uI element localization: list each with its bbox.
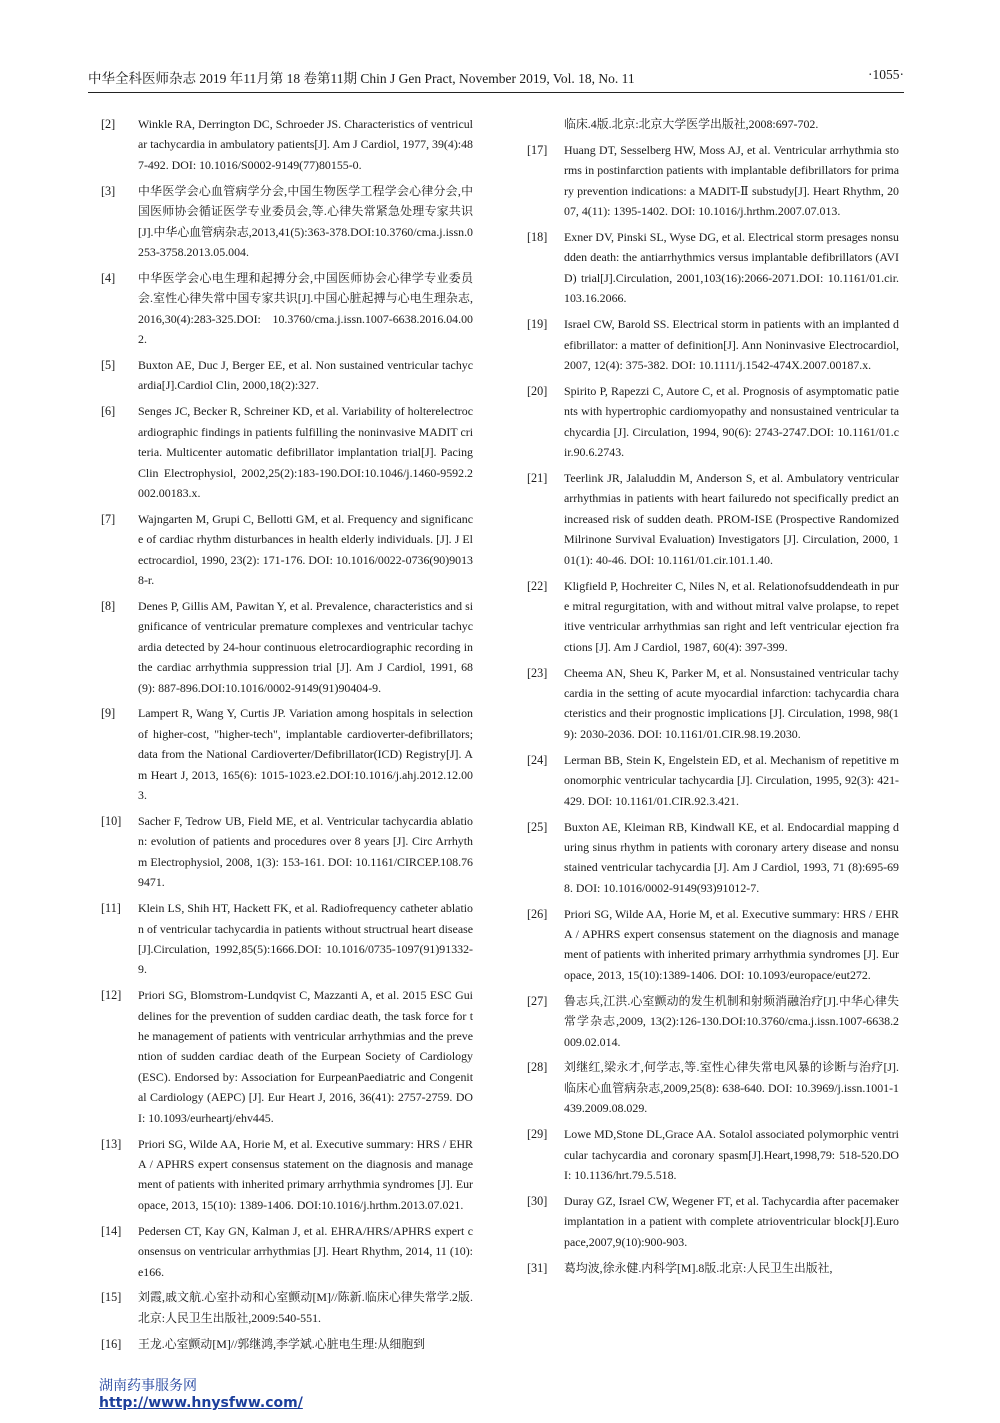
reference-text: Lowe MD,Stone DL,Grace AA. Sotalol associated polymorphic ventricular tachycardia and coronary spasm[J].Heart,1998,79: 518-520.DOI: 10.1136/hrt.79.5.518. [564, 1127, 899, 1182]
reference-continuation [527, 114, 899, 134]
reference-number: [7] [101, 511, 116, 526]
reference-text: Kligfield P, Hochreiter C, Niles N, et al. Relationofsuddendeath in pure mitral regurgitation, with and without mitral valve prolapse, to repetitive ventricular arrhythmias san right and left ventricular ejection fractions [J]. Am J Cardiol, 1987, 60(4): 397-399. [564, 578, 899, 654]
reference-column-left [101, 114, 473, 1360]
reference-item [101, 985, 473, 1128]
reference-text: Priori SG, Blomstrom-Lundqvist C, Mazzanti A, et al. 2015 ESC Guidelines for the prevention of sudden cardiac death, the task force for the management of patients with ventricular arrhythmias and the prevention of sudden cardiac death of the Eurpean Society of Cardiology (ESC). Endorsed by: Association for EurpeanPaediatric and Congenital Cardiology (AEPC) [J]. Eur Heart J, 2016, 36(41): 2757-2759. DOI: 10.1093/eurheartj/ehv445. [138, 988, 473, 1125]
reference-item [527, 904, 899, 986]
reference-number: [13] [101, 1136, 122, 1151]
reference-text: Huang DT, Sesselberg HW, Moss AJ, et al. Ventricular arrhythmia storms in postinfarction patients with implantable defibrillators for primary prevention indications: a MADIT-Ⅱ substudy[J]. Heart Rhythm, 2007, 4(11): 1395-1402. DOI: 10.1016/j.hrthm.2007.07.013. [564, 142, 899, 219]
reference-text: 中华医学会心血管病学分会,中国生物医学工程学会心律分会,中国医师协会循证医学专业委员会,等.心律失常紧急处理专家共识[J].中华心血管病杂志,2013,41(5):363-378.DOI:10.3760/cma.j.issn.0253-3758.2013.05.004. [138, 183, 473, 259]
journal-citation: 中华全科医师杂志 2019 年11月第 18 卷第11期 Chin J Gen Pract, November 2019, Vol. 18, No. 11 [88, 71, 635, 86]
watermark-site-name: 湖南药事服务网 [99, 1378, 197, 1394]
reference-text: Priori SG, Wilde AA, Horie M, et al. Executive summary: HRS / EHRA / APHRS expert consensus statement on the diagnosis and management of patients with inherited primary arrhythmia syndromes [J]. Europace, 2013, 15(10): 1389-1406. DOI:10.1016/j.hrthm.2013.07.021. [138, 1136, 473, 1212]
reference-item [101, 114, 473, 175]
reference-text: Cheema AN, Sheu K, Parker M, et al. Nonsustained ventricular tachycardia in the setting of acute myocardial infarction: tachycardia characteristics and their prognostic implications [J]. Circulation, 1998, 98(19): 2030-2036. DOI: 10.1161/01.CIR.98.19.2030. [564, 665, 899, 741]
reference-text: Sacher F, Tedrow UB, Field ME, et al. Ventricular tachycardia ablation: evolution of patients and procedures over 8 years [J]. Circ Arrhythm Electrophysiol, 2008, 1(3): 153-161. DOI: 10.1161/CIRCEP.108.769471. [138, 814, 473, 890]
reference-number: [2] [101, 117, 116, 131]
reference-number: [8] [101, 598, 116, 613]
reference-item [101, 268, 473, 350]
reference-text: Priori SG, Wilde AA, Horie M, et al. Executive summary: HRS / EHRA / APHRS expert consensus statement on the diagnosis and management of patients with inherited primary arrhythmia syndromes [J]. Europace, 2013, 15(10):1389-1406. DOI: 10.1093/europace/eut272. [564, 906, 899, 982]
reference-text: 刘继红,梁永才,何学志,等.室性心律失常电风暴的诊断与治疗[J].临床心血管病杂志,2009,25(8): 638-640. DOI: 10.3969/j.issn.1001-1439.2009.08.029. [564, 1060, 899, 1116]
reference-number: [20] [527, 383, 548, 398]
reference-item [527, 468, 899, 570]
reference-text: Wajngarten M, Grupi C, Bellotti GM, et al. Frequency and significance of cardiac rhythm disturbances in health elderly individuals. [J]. J Electrocardiol, 1990, 23(2): 171-176. DOI: 10.1016/0022-0736(90)90138-r. [138, 511, 473, 588]
reference-item [527, 1258, 899, 1278]
reference-text: Teerlink JR, Jalaluddin M, Anderson S, et al. Ambulatory ventricular arrhythmias in patients with heart failuredo not specifically predict an increased risk of sudden death. PROM-ISE (Prospective Randomized Milrinone Survival Evaluation) Investigators [J]. Circulation, 2000, 101(1): 40-46. DOI: 10.1161/01.cir.101.1.40. [564, 471, 899, 567]
reference-item [101, 401, 473, 503]
page-number: ·1055· [868, 67, 904, 82]
reference-number: [29] [527, 1127, 548, 1142]
reference-text: Buxton AE, Kleiman RB, Kindwall KE, et al. Endocardial mapping during sinus rhythm in patients with coronary artery disease and nonsustained ventricular tachycardia [J]. Am J Cardiol, 1993, 71 (8):695-698. DOI: 10.1016/0002-9149(93)91012-7. [564, 819, 899, 895]
reference-item [527, 227, 899, 309]
reference-number: [24] [527, 752, 548, 767]
reference-text: Klein LS, Shih HT, Hackett FK, et al. Radiofrequency catheter ablation of ventricular tachycardia in patients without structrual heart disease[J].Circulation, 1992,85(5):1666.DOI: 10.1016/0735-1097(91)91332-9. [138, 901, 473, 977]
reference-text: Lerman BB, Stein K, Engelstein ED, et al. Mechanism of repetitive monomorphic ventricular tachycardia [J]. Circulation, 1995, 92(3): 421-429. DOI: 10.1161/01.CIR.92.3.421. [564, 752, 899, 808]
reference-number: [17] [527, 142, 548, 157]
reference-number: [9] [101, 706, 116, 721]
reference-item [101, 1287, 473, 1328]
reference-column-right [527, 114, 899, 1284]
reference-text: 葛均波,徐永健.内科学[M].8版.北京:人民卫生出版社, [564, 1260, 833, 1275]
reference-number: [31] [527, 1260, 548, 1275]
reference-text: 刘霞,戚文航.心室扑动和心室颤动[M]//陈新.临床心律失常学.2版.北京:人民卫生出版社,2009:540-551. [138, 1290, 473, 1325]
reference-number: [19] [527, 317, 548, 332]
reference-number: [21] [527, 471, 548, 485]
reference-number: [28] [527, 1060, 548, 1075]
reference-item [527, 576, 899, 658]
reference-text: Lampert R, Wang Y, Curtis JP. Variation among hospitals in selection of higher-cost, "higher-tech", implantable cardioverter-defibrillators; data from the National Cardioverter/Defibrillator(ICD) Registry[J]. Am Heart J, 2013, 165(6): 1015-1023.e2.DOI:10.1016/j.ahj.2012.12.003. [138, 706, 473, 803]
reference-number: [10] [101, 814, 122, 828]
reference-number: [26] [527, 906, 548, 921]
reference-number: [6] [101, 404, 116, 419]
running-header [88, 62, 904, 93]
reference-text: 中华医学会心电生理和起搏分会,中国医师协会心律学专业委员会.室性心律失常中国专家共识[J].中国心脏起搏与心电生理杂志,2016,30(4):283-325.DOI: 10.3760/cma.j.issn.1007-6638.2016.04.002. [138, 270, 473, 347]
reference-text: Duray GZ, Israel CW, Wegener FT, et al. Tachycardia after pacemaker implantation in a patient with complete atrioventricular block[J].Europace,2007,9(10):900-903. [564, 1193, 899, 1249]
reference-number: [16] [101, 1336, 122, 1351]
reference-text: 鲁志兵,江洪.心室颤动的发生机制和射频消融治疗[J].中华心律失常学杂志,2009, 13(2):126-130.DOI:10.3760/cma.j.issn.1007-6638.2009.02.014. [564, 993, 899, 1049]
reference-number: [18] [527, 230, 548, 245]
reference-text: Spirito P, Rapezzi C, Autore C, et al. Prognosis of asymptomatic patients with hypertrophic cardiomyopathy and nonsustained ventricular tachycardia [J]. Circulation, 1994, 90(6): 2743-2747.DOI: 10.1161/01.cir.90.6.2743. [564, 383, 899, 460]
reference-text: Buxton AE, Duc J, Berger EE, et al. Non sustained ventricular tachycardia[J].Cardiol Clin, 2000,18(2):327. [138, 357, 473, 393]
reference-text: Winkle RA, Derrington DC, Schroeder JS. Characteristics of ventricular tachycardia in ambulatory patients[J]. Am J Cardiol, 1977, 39(4):487-492. DOI: 10.1016/S0002-9149(77)80155-0. [138, 117, 473, 172]
reference-text: Israel CW, Barold SS. Electrical storm in patients with an implanted defibrillator: a matter of definition[J]. Ann Noninvasive Electrocardiol, 2007, 12(4): 375-382. DOI: 10.1111/j.1542-474X.2007.00187.x. [564, 317, 899, 372]
reference-item [527, 991, 899, 1052]
reference-item [527, 750, 899, 811]
reference-item [527, 1124, 899, 1185]
reference-text: Denes P, Gillis AM, Pawitan Y, et al. Prevalence, characteristics and significance of ventricular premature complexes and ventricular tachycardia detected by 24-hour continuous eletrocardiographic recording in the cardiac arrhythmia suppression trial [J]. Am J Cardiol, 1991, 68(9): 887-896.DOI:10.1016/0002-9149(91)90404-9. [138, 598, 473, 695]
reference-text: Pedersen CT, Kay GN, Kalman J, et al. EHRA/HRS/APHRS expert consensus on ventricular arrhythmias [J]. Heart Rhythm, 2014, 11 (10): e166. [138, 1223, 473, 1279]
reference-item [527, 1057, 899, 1118]
reference-number: [30] [527, 1193, 548, 1208]
reference-number: [14] [101, 1223, 122, 1238]
reference-item [101, 596, 473, 698]
reference-number: [5] [101, 357, 116, 372]
reference-number: [22] [527, 578, 548, 593]
reference-number: [11] [101, 901, 121, 916]
reference-item [101, 1221, 473, 1282]
reference-item [101, 181, 473, 263]
reference-text: 临床.4版.北京:北京大学医学出版社,2008:697-702. [564, 117, 819, 131]
reference-number: [15] [101, 1290, 122, 1305]
watermark-url-link[interactable]: http://www.hnysfww.com/ [99, 1395, 303, 1411]
reference-item [101, 703, 473, 805]
reference-number: [27] [527, 993, 548, 1008]
reference-item [101, 355, 473, 396]
reference-number: [3] [101, 183, 116, 198]
reference-item [101, 509, 473, 591]
reference-item [101, 1134, 473, 1216]
reference-item [527, 817, 899, 899]
reference-text: Exner DV, Pinski SL, Wyse DG, et al. Electrical storm presages nonsudden death: the antiarrhythmics versus implantable defibrillators (AVID) trial[J].Circulation, 2001,103(16):2066-2071.DOI: 10.1161/01.cir.103.16.2066. [564, 230, 899, 306]
reference-item [527, 1191, 899, 1252]
reference-number: [23] [527, 665, 548, 680]
reference-item [101, 811, 473, 893]
reference-number: [12] [101, 988, 122, 1003]
reference-item [101, 1334, 473, 1354]
watermark-footer [99, 1378, 303, 1412]
reference-item [527, 381, 899, 463]
reference-item [527, 663, 899, 745]
reference-number: [4] [101, 270, 116, 285]
reference-item [527, 140, 899, 222]
reference-item [527, 314, 899, 375]
reference-item [101, 898, 473, 980]
reference-text: Senges JC, Becker R, Schreiner KD, et al. Variability of holterelectrocardiographic findings in patients fulfilling the noninvasive MADIT criteria. Multicenter automatic defibrillator implantation trial[J]. Pacing Clin Electrophysiol, 2002,25(2):183-190.DOI:10.1046/j.1460-9592.2002.00183.x. [138, 404, 473, 500]
reference-text: 王龙.心室颤动[M]//郭继鸿,李学斌.心脏电生理:从细胞到 [138, 1336, 426, 1351]
reference-number: [25] [527, 819, 548, 834]
